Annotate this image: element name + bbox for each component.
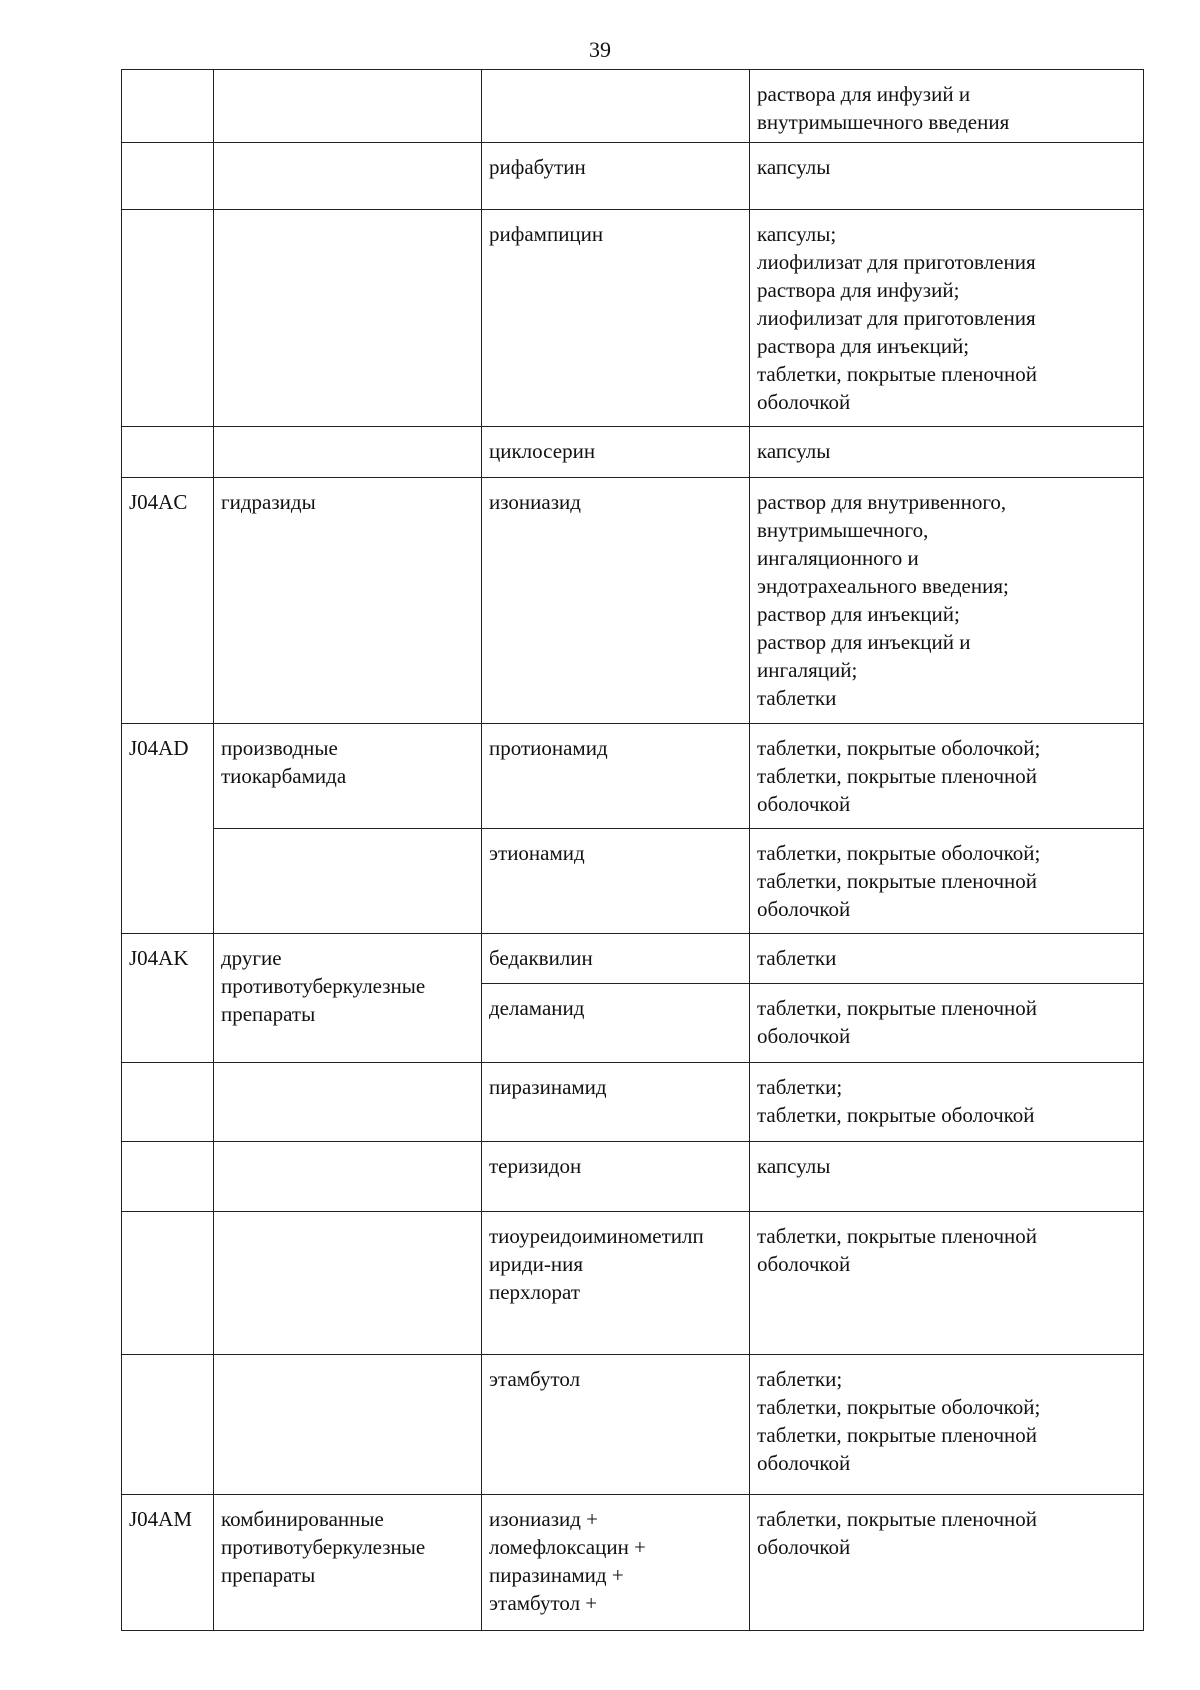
table-row [122, 1212, 1144, 1355]
dosage-form-cell: капсулы [750, 143, 1144, 210]
dosage-form-cell: таблетки [750, 934, 1144, 984]
dosage-form-cell: раствор для внутривенного, внутримышечного, ингаляционного и эндотрахеального введения; раствор для инъекций; раствор для инъекций и ингаляций; таблетки [750, 478, 1144, 724]
dosage-form-cell: таблетки, покрытые пленочной оболочкой [750, 1212, 1144, 1355]
group-cell [214, 1355, 482, 1495]
drug-name-cell: деламанид [482, 984, 750, 1063]
dosage-form-cell: таблетки, покрытые пленочной оболочкой [750, 984, 1144, 1063]
atc-code-cell [122, 1355, 214, 1495]
table-row [122, 724, 1144, 829]
table-row [122, 1142, 1144, 1212]
group-cell [214, 1212, 482, 1355]
dosage-form-cell: капсулы; лиофилизат для приготовления раствора для инфузий; лиофилизат для приготовления раствора для инъекций; таблетки, покрытые пленочной оболочкой [750, 210, 1144, 427]
dosage-form-cell: капсулы [750, 427, 1144, 478]
table-row [122, 427, 1144, 478]
group-cell [214, 143, 482, 210]
group-cell [214, 1142, 482, 1212]
drug-name-cell [482, 70, 750, 143]
atc-code-cell: J04AM [122, 1495, 214, 1631]
drug-name-cell: пиразинамид [482, 1063, 750, 1142]
page-number: 39 [589, 37, 611, 62]
atc-code-cell [122, 427, 214, 478]
drug-name-cell: рифабутин [482, 143, 750, 210]
dosage-form-cell: раствора для инфузий и внутримышечного введения [750, 70, 1144, 143]
group-cell [214, 829, 482, 934]
drug-name-cell: протионамид [482, 724, 750, 829]
group-cell: производные тиокарбамида [214, 724, 482, 829]
drug-table [121, 69, 1144, 1631]
drug-name-cell: циклосерин [482, 427, 750, 478]
dosage-form-cell: таблетки; таблетки, покрытые оболочкой [750, 1063, 1144, 1142]
atc-code-cell [122, 1142, 214, 1212]
table-row [122, 70, 1144, 143]
group-cell [214, 210, 482, 427]
atc-code-cell [122, 70, 214, 143]
drug-name-cell: тиоуреидоиминометилп ириди-ния перхлорат [482, 1212, 750, 1355]
atc-code-cell: J04AC [122, 478, 214, 724]
table-row [122, 143, 1144, 210]
atc-code-cell: J04AD [122, 724, 214, 934]
atc-code-cell [122, 1212, 214, 1355]
table-row [122, 1063, 1144, 1142]
group-cell: гидразиды [214, 478, 482, 724]
drug-name-cell: этионамид [482, 829, 750, 934]
atc-code-cell [122, 143, 214, 210]
drug-name-cell: теризидон [482, 1142, 750, 1212]
dosage-form-cell: таблетки; таблетки, покрытые оболочкой; таблетки, покрытые пленочной оболочкой [750, 1355, 1144, 1495]
dosage-form-cell: таблетки, покрытые пленочной оболочкой [750, 1495, 1144, 1631]
table-row [122, 478, 1144, 724]
group-cell [214, 70, 482, 143]
table-row [122, 210, 1144, 427]
table-row [122, 829, 1144, 934]
atc-code-cell [122, 1063, 214, 1142]
dosage-form-cell: капсулы [750, 1142, 1144, 1212]
group-cell [214, 427, 482, 478]
atc-code-cell: J04AK [122, 934, 214, 1063]
drug-name-cell: изониазид [482, 478, 750, 724]
drug-name-cell: этамбутол [482, 1355, 750, 1495]
group-cell: другие противотуберкулезные препараты [214, 934, 482, 1063]
dosage-form-cell: таблетки, покрытые оболочкой; таблетки, покрытые пленочной оболочкой [750, 829, 1144, 934]
group-cell: комбинированные противотуберкулезные препараты [214, 1495, 482, 1631]
dosage-form-cell: таблетки, покрытые оболочкой; таблетки, покрытые пленочной оболочкой [750, 724, 1144, 829]
table-row [122, 934, 1144, 984]
drug-name-cell: изониазид + ломефлоксацин + пиразинамид + этамбутол + [482, 1495, 750, 1631]
table-row [122, 1495, 1144, 1631]
table-row [122, 1355, 1144, 1495]
drug-name-cell: бедаквилин [482, 934, 750, 984]
drug-name-cell: рифампицин [482, 210, 750, 427]
atc-code-cell [122, 210, 214, 427]
group-cell [214, 1063, 482, 1142]
